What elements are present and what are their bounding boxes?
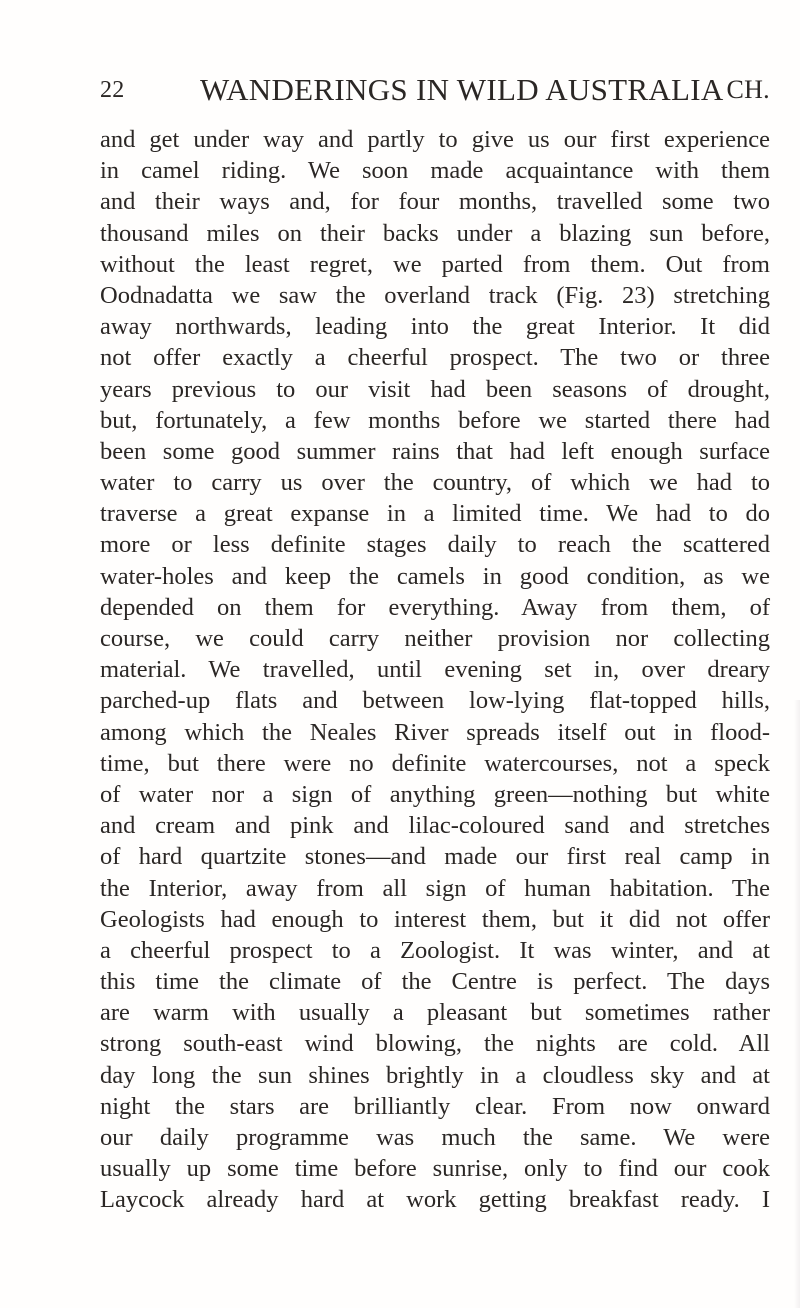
- text-line: this time the climate of the Centre is perfect. The days: [100, 968, 770, 996]
- text-line: a cheerful prospect to a Zoologist. It was winter, and at: [100, 936, 770, 964]
- text-line: water-holes and keep the camels in good condition, as we: [100, 562, 770, 590]
- text-line: without the least regret, we parted from them. Out from: [100, 250, 770, 278]
- text-line: thousand miles on their backs under a blazing sun before,: [100, 219, 770, 247]
- text-line: among which the Neales River spreads itself out in flood-: [100, 718, 770, 746]
- text-line: and their ways and, for four months, travelled some two: [100, 188, 770, 216]
- chapter-abbreviation: CH.: [726, 75, 770, 104]
- text-line: time, but there were no definite watercourses, not a speck: [100, 749, 770, 777]
- page-number: 22: [100, 77, 125, 103]
- text-line: the Interior, away from all sign of human habitation. The: [100, 874, 770, 902]
- text-line: our daily programme was much the same. We were: [100, 1124, 770, 1151]
- text-line: depended on them for everything. Away from them, of: [100, 593, 770, 621]
- text-line: years previous to our visit had been seasons of drought,: [100, 375, 770, 403]
- text-line: away northwards, leading into the great Interior. It did: [100, 313, 770, 341]
- text-line: night the stars are brilliantly clear. From now onward: [100, 1092, 770, 1120]
- text-line: of hard quartzite stones—and made our first real camp in: [100, 843, 770, 871]
- running-head: [100, 70, 770, 110]
- text-line: strong south-east wind blowing, the nights are cold. All: [100, 1030, 770, 1058]
- text-line: material. We travelled, until evening set in, over dreary: [100, 656, 770, 684]
- text-line: and get under way and partly to give us our first experience: [100, 126, 770, 153]
- text-line: water to carry us over the country, of which we had to: [100, 469, 770, 497]
- text-line: usually up some time before sunrise, only to find our cook: [100, 1155, 770, 1183]
- text-line: but, fortunately, a few months before we started there had: [100, 406, 770, 434]
- text-line: traverse a great expanse in a limited time. We had to do: [100, 500, 770, 528]
- text-line: course, we could carry neither provision nor collecting: [100, 625, 770, 652]
- text-line: more or less definite stages daily to reach the scattered: [100, 531, 770, 559]
- text-line: and cream and pink and lilac-coloured sand and stretches: [100, 812, 770, 840]
- text-line: not offer exactly a cheerful prospect. The two or three: [100, 344, 770, 372]
- text-line: of water nor a sign of anything green—nothing but white: [100, 780, 770, 808]
- text-line: day long the sun shines brightly in a cloudless sky and at: [100, 1061, 770, 1089]
- text-line: Geologists had enough to interest them, but it did not offer: [100, 905, 770, 933]
- text-line: Laycock already hard at work getting breakfast ready. I: [100, 1186, 770, 1214]
- body-text: [100, 124, 770, 1216]
- text-line: are warm with usually a pleasant but sometimes rather: [100, 999, 770, 1027]
- text-line: in camel riding. We soon made acquaintance with them: [100, 157, 770, 185]
- text-line: Oodnadatta we saw the overland track (Fig. 23) stretching: [100, 281, 770, 309]
- page-edge-shadow: [794, 700, 800, 1308]
- text-line: been some good summer rains that had left enough surface: [100, 437, 770, 465]
- book-title: WANDERINGS IN WILD AUSTRALIA: [200, 72, 724, 107]
- text-line: parched-up flats and between low-lying flat-topped hills,: [100, 687, 770, 715]
